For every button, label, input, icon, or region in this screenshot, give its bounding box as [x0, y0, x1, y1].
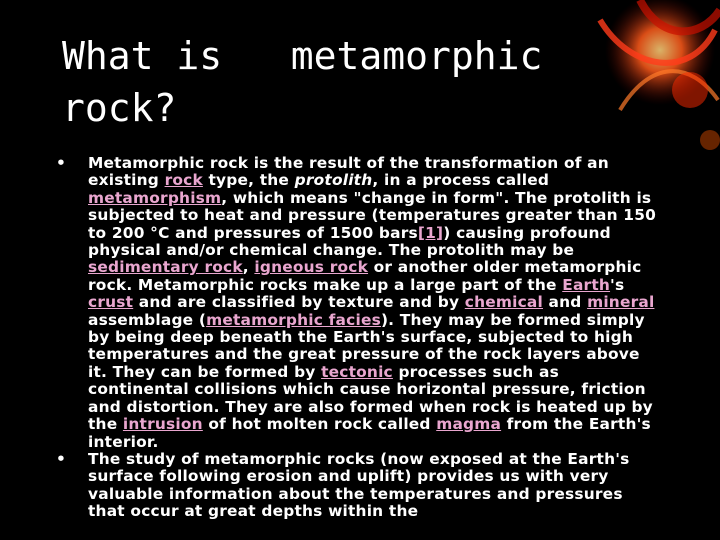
inline-link[interactable]: rock — [164, 171, 203, 190]
text-run: ) causing profound physical and/or chemical change. The protolith may be — [88, 223, 611, 260]
text-run: of hot molten rock called — [202, 415, 437, 434]
inline-link[interactable]: igneous rock — [254, 258, 369, 277]
inline-link[interactable]: metamorphism — [88, 188, 222, 207]
text-run: 's — [610, 275, 625, 294]
bullet-marker: • — [56, 154, 67, 172]
bullet-item-2 — [56, 451, 662, 521]
inline-link[interactable]: [1] — [417, 223, 444, 242]
text-run: from the Earth's interior. — [88, 415, 651, 451]
text-run: Metamorphic rock is the result of the transformation of an existing — [88, 154, 609, 190]
inline-link[interactable]: magma — [436, 415, 502, 434]
text-run: assemblage ( — [88, 310, 207, 329]
text-run: , in a process called — [372, 171, 550, 190]
text-run: and — [543, 293, 588, 312]
inline-link[interactable]: Earth — [562, 275, 611, 294]
inline-link[interactable]: intrusion — [122, 415, 203, 434]
slide-title: What is metamorphic rock? — [62, 34, 566, 130]
inline-link[interactable]: chemical — [464, 293, 543, 312]
bullet-marker: • — [56, 449, 67, 468]
text-run: or another older metamorphic rock. Metamorphic rocks make up a large part of the — [88, 258, 642, 294]
inline-link[interactable]: mineral — [587, 293, 655, 312]
text-run: and are classified by texture and by — [133, 293, 465, 312]
inline-link[interactable]: tectonic — [321, 362, 393, 381]
text-run: ). They may be formed simply by being deep beneath the Earth's surface, subjected to high temperatures and the great pressure of the rock layers above it. They can be formed by — [88, 310, 645, 381]
bullet-text-1 — [88, 154, 656, 451]
bullet-item-1 — [56, 155, 662, 451]
inline-link[interactable]: sedimentary rock — [88, 258, 243, 277]
bullet-text-2 — [88, 450, 630, 520]
text-run: processes such as continental collisions which cause horizontal pressure, friction and distortion. They are also formed when rock is heated up by the — [88, 362, 653, 434]
inline-link[interactable]: crust — [88, 293, 134, 312]
inline-link[interactable]: metamorphic facies — [206, 310, 381, 329]
bullet-list — [56, 155, 662, 521]
text-run: , which means "change in form". The protolith is subjected to heat and pressure (temperatures greater than 150 to 200 °C and pressures of 1500 bars — [88, 188, 657, 242]
text-run: type, the — [202, 171, 295, 190]
text-run: The study of metamorphic rocks (now exposed at the Earth's surface following erosion and uplift) provides us with very valuable information about the temperatures and pressures that occur at great depths within the — [88, 449, 630, 521]
text-run: , — [242, 258, 255, 277]
emphasis-text: protolith — [294, 171, 373, 190]
